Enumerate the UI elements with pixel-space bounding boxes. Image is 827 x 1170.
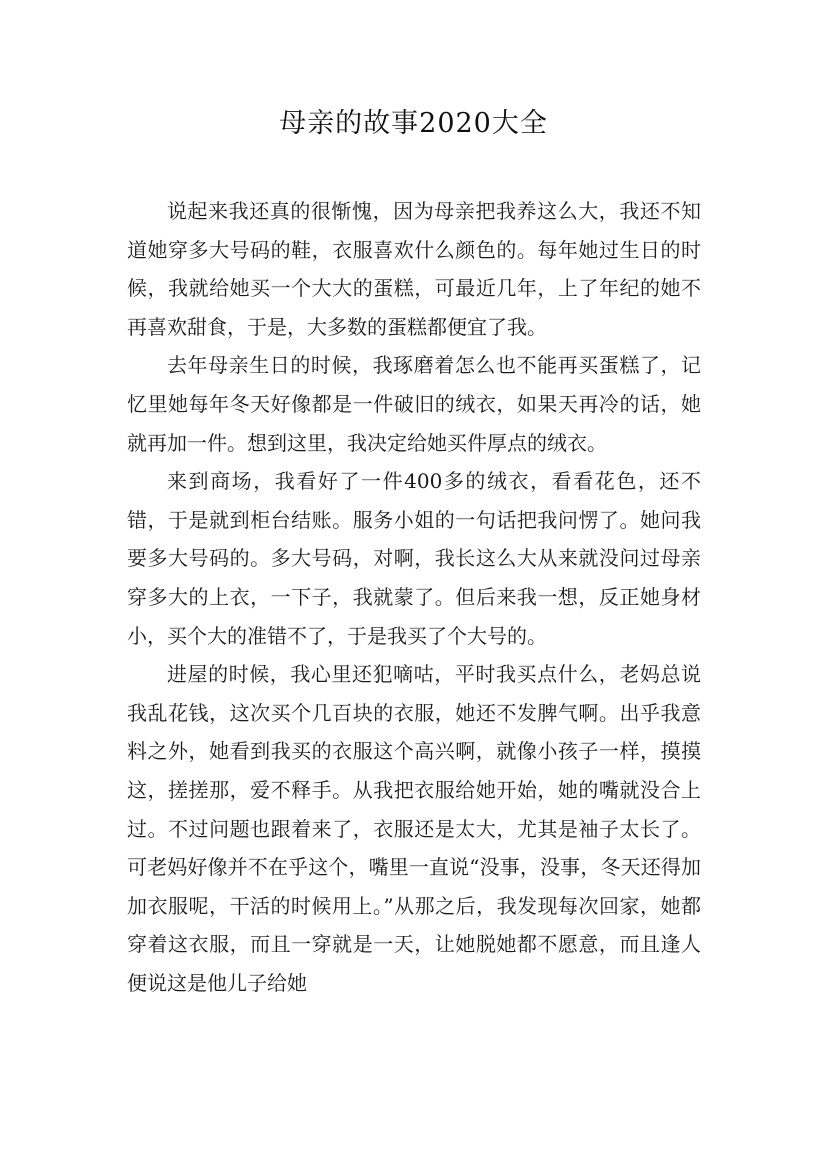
document-body (127, 192, 701, 1002)
document-title: 母亲的故事2020大全 (279, 108, 548, 139)
paragraph-3: 来到商场，我看好了一件400多的绒衣，看看花色，还不错，于是就到柜台结账。服务小姐的一句话把我问愣了。她问我要多大号码的。多大号码，对啊，我长这么大从来就没问过母亲穿多大的上衣，一下子，我就蒙了。但后来我一想，反正她身材小，买个大的准错不了，于是我买了个大号的。 (127, 469, 701, 648)
paragraph-2: 去年母亲生日的时候，我琢磨着怎么也不能再买蛋糕了，记忆里她每年冬天好像都是一件破旧的绒衣，如果天再冷的话，她就再加一件。想到这里，我决定给她买件厚点的绒衣。 (127, 353, 701, 455)
paragraph-4: 进屋的时候，我心里还犯嘀咕，平时我买点什么，老妈总说我乱花钱，这次买个几百块的衣服，她还不发脾气啊。出乎我意料之外，她看到我买的衣服这个高兴啊，就像小孩子一样，摸摸这，搓搓那，爱不释手。从我把衣服给她开始，她的嘴就没合上过。不过问题也跟着来了，衣服还是太大，尤其是袖子太长了。可老妈好像并不在乎这个，嘴里一直说“没事，没事，冬天还得加加衣服呢，干活的时候用上。”从那之后，我发现每次回家，她都穿着这衣服，而且一穿就是一天，让她脱她都不愿意，而且逢人便说这是他儿子给她 (127, 662, 701, 995)
paragraph-1: 说起来我还真的很惭愧，因为母亲把我养这么大，我还不知道她穿多大号码的鞋，衣服喜欢什么颜色的。每年她过生日的时候，我就给她买一个大大的蛋糕，可最近几年，上了年纪的她不再喜欢甜食，于是，大多数的蛋糕都便宜了我。 (127, 199, 701, 339)
